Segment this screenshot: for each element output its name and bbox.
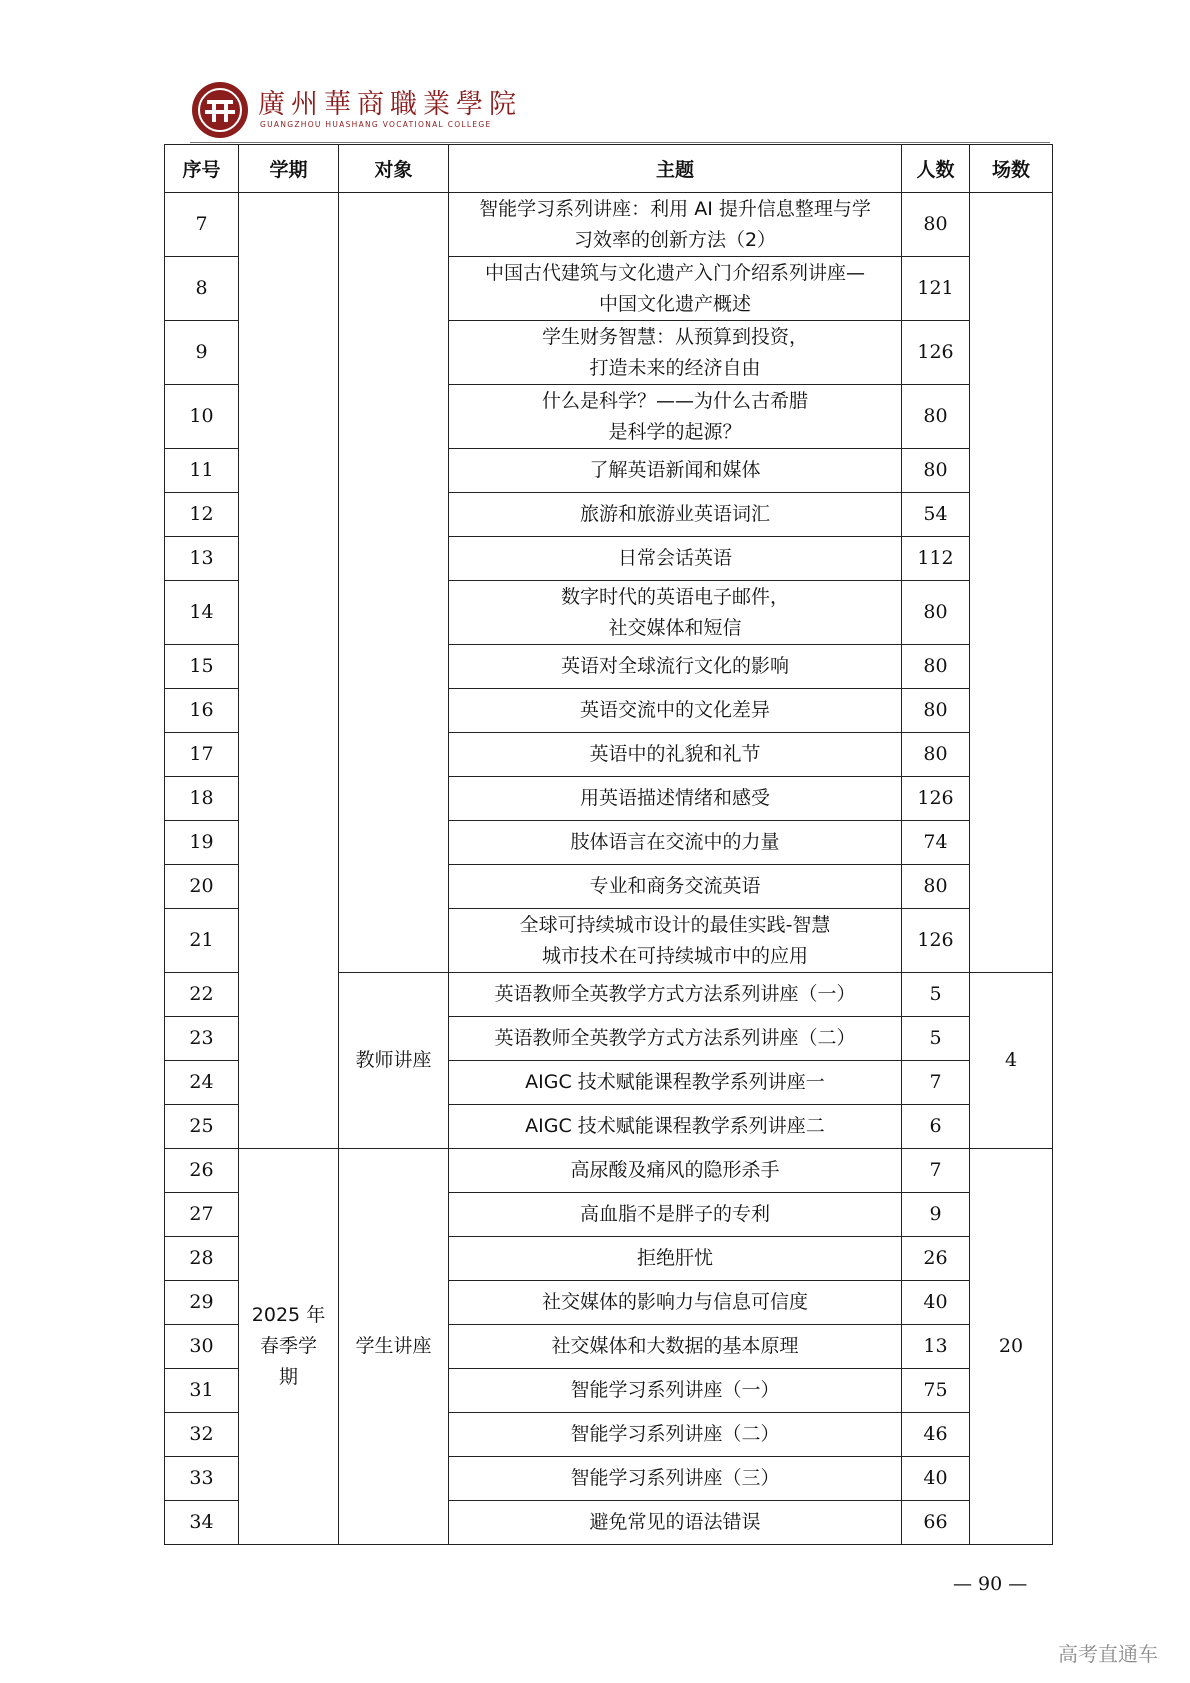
row-topic: 拒绝肝忧 bbox=[449, 1237, 902, 1281]
row-topic: 中国古代建筑与文化遗产入门介绍系列讲座— 中国文化遗产概述 bbox=[449, 257, 902, 321]
row-topic: 学生财务智慧：从预算到投资， 打造未来的经济自由 bbox=[449, 321, 902, 385]
row-index: 25 bbox=[165, 1105, 239, 1149]
row-topic: 智能学习系列讲座（二） bbox=[449, 1413, 902, 1457]
row-topic: 英语交流中的文化差异 bbox=[449, 689, 902, 733]
audience-cell-continued bbox=[339, 193, 449, 973]
row-index: 14 bbox=[165, 581, 239, 645]
school-name-en: GUANGZHOU HUASHANG VOCATIONAL COLLEGE bbox=[260, 120, 492, 129]
row-index: 7 bbox=[165, 193, 239, 257]
sessions-student-cell: 20 bbox=[970, 1149, 1053, 1545]
row-index: 20 bbox=[165, 865, 239, 909]
college-logo-icon bbox=[190, 80, 250, 140]
row-topic: 英语教师全英教学方式方法系列讲座（二） bbox=[449, 1017, 902, 1061]
row-index: 17 bbox=[165, 733, 239, 777]
header-divider bbox=[190, 142, 1050, 143]
row-topic: AIGC 技术赋能课程教学系列讲座一 bbox=[449, 1061, 902, 1105]
row-index: 12 bbox=[165, 493, 239, 537]
table-row bbox=[165, 1149, 1053, 1193]
row-topic: 高血脂不是胖子的专利 bbox=[449, 1193, 902, 1237]
term-spring-2025-cell: 2025 年 春季学 期 bbox=[239, 1149, 339, 1545]
row-count: 9 bbox=[902, 1193, 970, 1237]
row-index: 34 bbox=[165, 1501, 239, 1545]
row-count: 80 bbox=[902, 193, 970, 257]
row-count: 40 bbox=[902, 1281, 970, 1325]
row-count: 112 bbox=[902, 537, 970, 581]
header-index: 序号 bbox=[165, 145, 239, 193]
row-topic: 社交媒体和大数据的基本原理 bbox=[449, 1325, 902, 1369]
row-count: 126 bbox=[902, 777, 970, 821]
row-count: 26 bbox=[902, 1237, 970, 1281]
row-topic: 旅游和旅游业英语词汇 bbox=[449, 493, 902, 537]
row-count: 7 bbox=[902, 1061, 970, 1105]
term-cell-continued bbox=[239, 193, 339, 1149]
audience-student-cell: 学生讲座 bbox=[339, 1149, 449, 1545]
row-count: 80 bbox=[902, 865, 970, 909]
row-topic: 全球可持续城市设计的最佳实践-智慧 城市技术在可持续城市中的应用 bbox=[449, 909, 902, 973]
row-index: 13 bbox=[165, 537, 239, 581]
row-topic: 社交媒体的影响力与信息可信度 bbox=[449, 1281, 902, 1325]
row-index: 9 bbox=[165, 321, 239, 385]
row-count: 6 bbox=[902, 1105, 970, 1149]
sessions-cell-continued bbox=[970, 193, 1053, 973]
row-index: 21 bbox=[165, 909, 239, 973]
table-header-row bbox=[165, 145, 1053, 193]
header-term: 学期 bbox=[239, 145, 339, 193]
row-index: 30 bbox=[165, 1325, 239, 1369]
header-topic: 主题 bbox=[449, 145, 902, 193]
audience-teacher-cell: 教师讲座 bbox=[339, 973, 449, 1149]
row-topic: 高尿酸及痛风的隐形杀手 bbox=[449, 1149, 902, 1193]
row-count: 75 bbox=[902, 1369, 970, 1413]
row-index: 22 bbox=[165, 973, 239, 1017]
header-audience: 对象 bbox=[339, 145, 449, 193]
row-topic: AIGC 技术赋能课程教学系列讲座二 bbox=[449, 1105, 902, 1149]
row-count: 80 bbox=[902, 689, 970, 733]
watermark-text: 高考直通车 bbox=[1058, 1642, 1158, 1666]
row-count: 80 bbox=[902, 385, 970, 449]
page-number: — 90 — bbox=[953, 1573, 1028, 1595]
row-index: 26 bbox=[165, 1149, 239, 1193]
row-index: 32 bbox=[165, 1413, 239, 1457]
row-count: 7 bbox=[902, 1149, 970, 1193]
row-topic: 肢体语言在交流中的力量 bbox=[449, 821, 902, 865]
school-name-cn: 廣州華商職業學院 bbox=[258, 89, 522, 120]
row-index: 18 bbox=[165, 777, 239, 821]
row-index: 15 bbox=[165, 645, 239, 689]
row-count: 80 bbox=[902, 645, 970, 689]
row-topic: 专业和商务交流英语 bbox=[449, 865, 902, 909]
row-count: 126 bbox=[902, 321, 970, 385]
row-index: 27 bbox=[165, 1193, 239, 1237]
row-index: 33 bbox=[165, 1457, 239, 1501]
row-index: 23 bbox=[165, 1017, 239, 1061]
row-topic: 智能学习系列讲座（一） bbox=[449, 1369, 902, 1413]
row-topic: 日常会话英语 bbox=[449, 537, 902, 581]
header-attendees: 人数 bbox=[902, 145, 970, 193]
row-index: 31 bbox=[165, 1369, 239, 1413]
row-index: 19 bbox=[165, 821, 239, 865]
document-header bbox=[190, 80, 1050, 140]
row-count: 126 bbox=[902, 909, 970, 973]
row-topic: 智能学习系列讲座：利用 AI 提升信息整理与学 习效率的创新方法（2） bbox=[449, 193, 902, 257]
table-row bbox=[165, 193, 1053, 257]
row-count: 54 bbox=[902, 493, 970, 537]
row-count: 13 bbox=[902, 1325, 970, 1369]
row-count: 5 bbox=[902, 973, 970, 1017]
lecture-table bbox=[164, 144, 1053, 1545]
row-count: 80 bbox=[902, 733, 970, 777]
row-index: 10 bbox=[165, 385, 239, 449]
row-index: 16 bbox=[165, 689, 239, 733]
row-topic: 英语对全球流行文化的影响 bbox=[449, 645, 902, 689]
row-count: 5 bbox=[902, 1017, 970, 1061]
row-count: 121 bbox=[902, 257, 970, 321]
row-count: 46 bbox=[902, 1413, 970, 1457]
row-count: 80 bbox=[902, 449, 970, 493]
row-count: 66 bbox=[902, 1501, 970, 1545]
row-index: 29 bbox=[165, 1281, 239, 1325]
row-topic: 数字时代的英语电子邮件， 社交媒体和短信 bbox=[449, 581, 902, 645]
row-topic: 英语中的礼貌和礼节 bbox=[449, 733, 902, 777]
row-count: 80 bbox=[902, 581, 970, 645]
sessions-teacher-cell: 4 bbox=[970, 973, 1053, 1149]
row-topic: 用英语描述情绪和感受 bbox=[449, 777, 902, 821]
row-index: 28 bbox=[165, 1237, 239, 1281]
header-sessions: 场数 bbox=[970, 145, 1053, 193]
row-count: 74 bbox=[902, 821, 970, 865]
row-topic: 英语教师全英教学方式方法系列讲座（一） bbox=[449, 973, 902, 1017]
row-topic: 避免常见的语法错误 bbox=[449, 1501, 902, 1545]
row-topic: 什么是科学？——为什么古希腊 是科学的起源？ bbox=[449, 385, 902, 449]
row-index: 24 bbox=[165, 1061, 239, 1105]
row-topic: 了解英语新闻和媒体 bbox=[449, 449, 902, 493]
row-index: 8 bbox=[165, 257, 239, 321]
row-topic: 智能学习系列讲座（三） bbox=[449, 1457, 902, 1501]
row-index: 11 bbox=[165, 449, 239, 493]
row-count: 40 bbox=[902, 1457, 970, 1501]
